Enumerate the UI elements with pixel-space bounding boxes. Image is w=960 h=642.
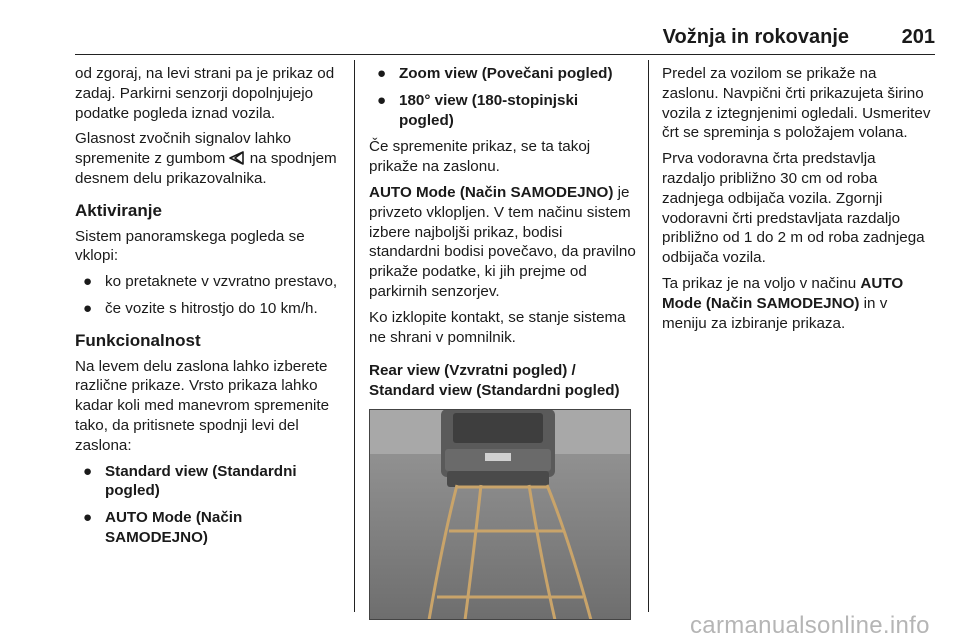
list-item	[75, 462, 343, 502]
column-2	[369, 64, 637, 620]
bullet-icon: ●	[83, 462, 93, 480]
subheading-rear-view: Rear view (Vzvratni pogled) / Standard view (Standardni pogled)	[369, 362, 620, 400]
paragraph-volume-text-b: na spodnjem desnem delu prikazovalnika.	[75, 150, 337, 187]
list-item-text: 180° view (180-stopinjski pogled)	[399, 91, 579, 129]
column-divider-1	[354, 60, 355, 612]
list-item-text: če vozite s hitrostjo do 10 km/h.	[105, 299, 318, 317]
paragraph-auto-mode	[369, 183, 637, 302]
list-item	[75, 508, 343, 548]
list-item-text: AUTO Mode (Način SAMODEJNO)	[105, 509, 243, 546]
list-item-text: Zoom view (Povečani pogled)	[399, 65, 613, 82]
rear-camera-image	[369, 409, 631, 620]
availability-text-a: Ta prikaz je na voljo v načinu	[662, 274, 861, 292]
bullet-icon: ●	[83, 509, 93, 527]
list-item	[75, 299, 343, 319]
activation-list	[75, 272, 343, 319]
view-list-continued	[369, 64, 637, 130]
heading-function: Funkcionalnost	[75, 330, 201, 350]
page-header	[75, 26, 935, 50]
paragraph-availability	[662, 274, 932, 333]
list-item	[369, 91, 637, 131]
paragraph-ignition: Ko izklopite kontakt, se stanje sistema ne shrani v pomnilnik.	[369, 308, 626, 346]
paragraph-function: Na levem delu zaslona lahko izberete različne prikaze. Vrsto prikaza lahko kadar koli med manevrom spremenite tako, da pritisnete spodnji levi del zaslona:	[75, 357, 330, 454]
bullet-icon: ●	[83, 273, 93, 291]
bullet-icon: ●	[377, 91, 387, 109]
column-3	[662, 64, 932, 339]
paragraph-activation: Sistem panoramskega pogleda se vklopi:	[75, 227, 305, 265]
page-number: 201	[901, 26, 935, 48]
paragraph-lines: Prva vodoravna črta predstavlja razdaljo približno 30 cm od roba zadnjega odbijača vozila. Zgornji vodoravni črti predstavljata razdaljo približno od 1 do 2 m od roba zadnjega odbijača vozila.	[662, 150, 925, 267]
paragraph-change-view: Če spremenite prikaz, se ta takoj prikaže na zaslonu.	[369, 138, 591, 176]
watermark: carmanualsonline.info	[690, 612, 930, 639]
header-divider	[75, 54, 935, 55]
availability-text-b: in v meniju za izbiranje prikaza.	[662, 294, 888, 332]
list-item-text: ko pretaknete v vzvratno prestavo,	[105, 273, 338, 291]
bullet-icon: ●	[83, 299, 93, 317]
auto-mode-term: AUTO Mode (Način SAMODEJNO)	[369, 183, 614, 201]
auto-mode-description: je privzeto vklopljen. V tem načinu sistem izbere najboljši prikaz, bodisi standardni bodisi povečavo, da pravilno prikaže podatke, ki jih prejme od parkirnih senzorjev.	[369, 183, 636, 300]
list-item	[369, 64, 637, 84]
paragraph-volume-text-a: Glasnost zvočnih signalov lahko spremenite z gumbom	[75, 130, 292, 168]
list-item-text: Standard view (Standardni pogled)	[105, 462, 297, 500]
speaker-left-icon	[229, 150, 245, 167]
paragraph-rear-area: Predel za vozilom se prikaže na zaslonu. Navpični črti prikazujeta širino vozila z iztegnjenimi ogledali. Usmeritev črt se spreminja s položajem volana.	[662, 65, 931, 142]
availability-term: AUTO Mode (Način SAMODEJNO)	[662, 274, 904, 312]
section-title: Vožnja in rokovanje	[662, 26, 849, 48]
view-list	[75, 462, 343, 548]
column-divider-2	[648, 60, 649, 612]
bullet-icon: ●	[377, 65, 387, 82]
list-item	[75, 272, 343, 292]
column-1	[75, 64, 343, 555]
paragraph-intro: od zgoraj, na levi strani pa je prikaz od zadaj. Parkirni senzorji dopolnjujejo podatke pogleda iznad vozila.	[75, 65, 335, 122]
heading-activation: Aktiviranje	[75, 200, 162, 220]
paragraph-volume	[75, 129, 343, 188]
